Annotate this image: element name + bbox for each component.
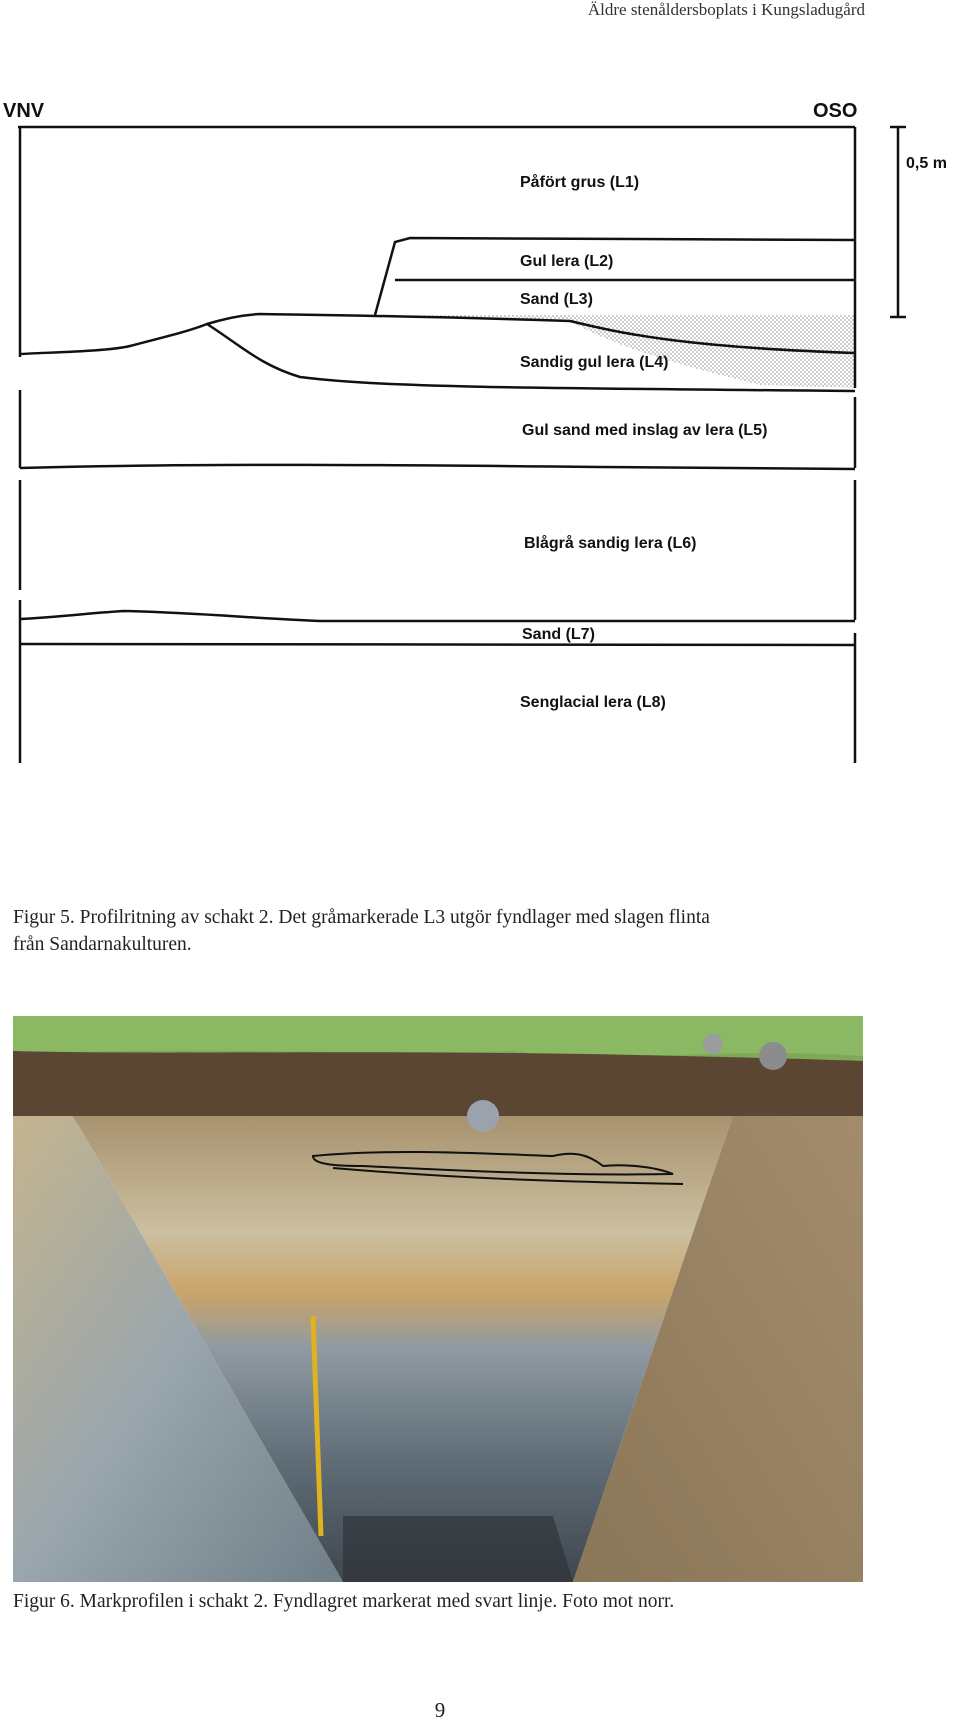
running-header: Äldre stenåldersboplats i Kungsladugård (587, 0, 865, 19)
layer-label: Sand (L7) (522, 626, 595, 643)
layer-label: Påfört grus (L1) (520, 174, 640, 191)
layer-label: Gul sand med inslag av lera (L5) (522, 422, 768, 439)
layer-l7-top (20, 611, 855, 621)
layer-label: Sand (L3) (520, 291, 593, 308)
layer-label: Sandig gul lera (L4) (520, 354, 669, 371)
layer-l2-top (375, 238, 855, 315)
direction-left: VNV (3, 100, 45, 122)
direction-right: OSO (813, 100, 858, 122)
layer-label: Gul lera (L2) (520, 253, 614, 270)
scale-label: 0,5 m (906, 155, 947, 172)
layer-l5-bottom (20, 465, 855, 469)
figure-5-caption-line: Figur 5. Profilritning av schakt 2. Det gråmarkerade L3 utgör fyndlager med slagen flinta (13, 907, 710, 928)
profile-drawing (0, 95, 960, 855)
layer-l3-fill (375, 315, 855, 388)
layer-l7-bottom (20, 644, 855, 645)
page-number: 9 (434, 1698, 446, 1722)
layer-label: Blågrå sandig lera (L6) (524, 535, 697, 552)
layer-label: Senglacial lera (L8) (520, 694, 666, 711)
excavation-photo (13, 1016, 863, 1582)
figure-5-caption-line: från Sandarnakulturen. (13, 934, 192, 955)
figure-6-caption: Figur 6. Markprofilen i schakt 2. Fyndlagret markerat med svart linje. Foto mot norr. (13, 1591, 675, 1612)
figure-5-caption (13, 904, 873, 958)
